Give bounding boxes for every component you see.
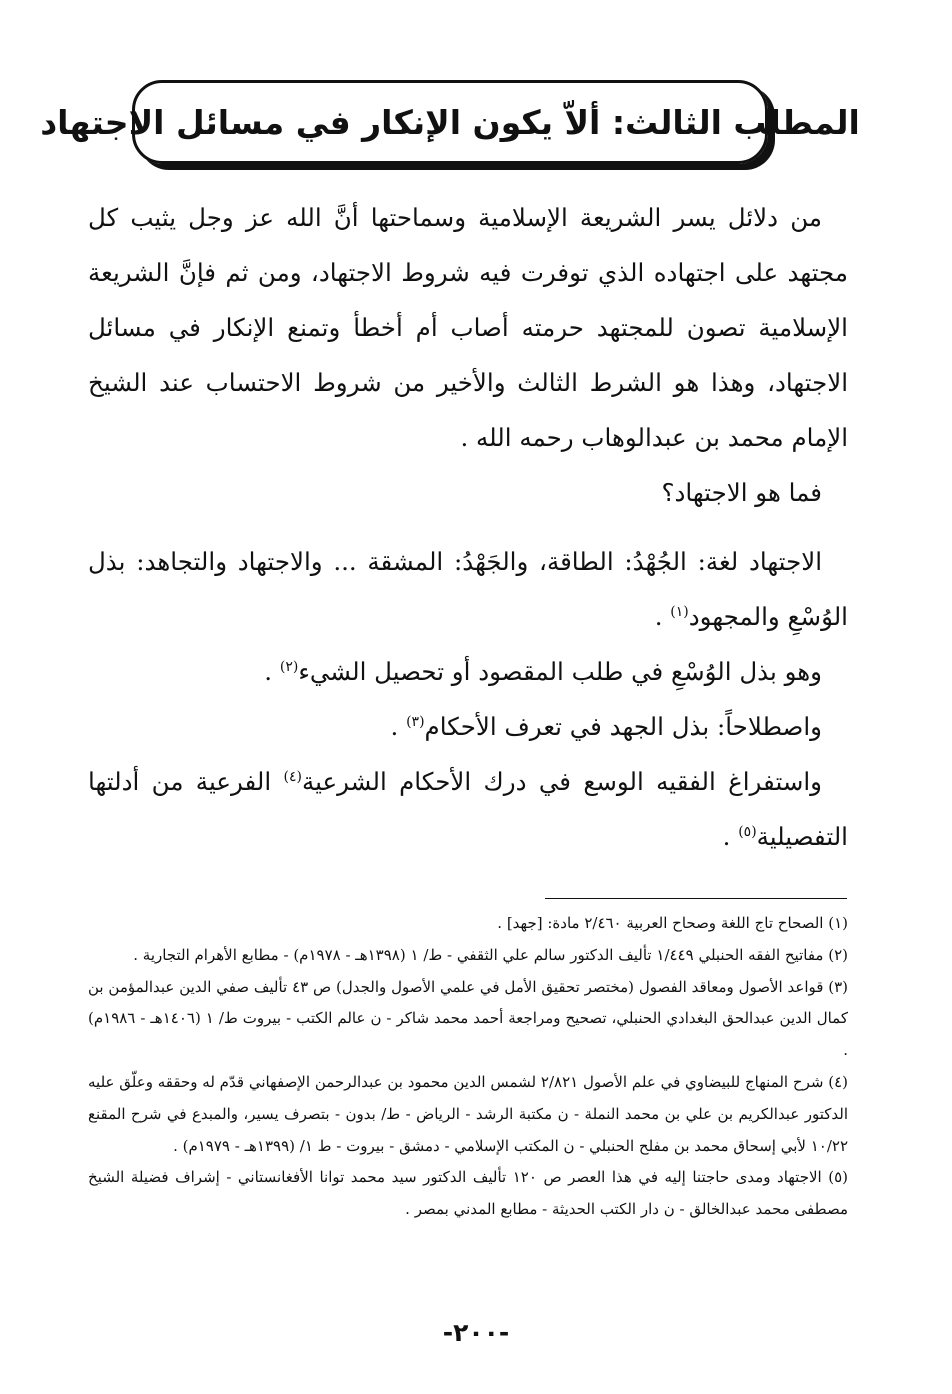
definition-technical-text: واصطلاحاً: بذل الجهد في تعرف الأحكام — [424, 712, 822, 741]
definition-linguistic-end: . — [654, 602, 671, 631]
footnote-3: (٣) قواعد الأصول ومعاقد الفصول (مختصر تحقيق الأمل في علمي الأصول والجدل) ص ٤٣ تأليف صفي الدين عبدالمؤمن بن كمال الدين عبدالحق البغدادي الحنبلي، تصحيح ومراجعة أحمد محمد شاكر - ن عالم الكتب - بيروت ط/ ١ (١٤٠٦هـ - ١٩٨٦م) . — [88, 977, 849, 1060]
footnote-ref-1: (١) — [670, 603, 689, 620]
section-title-frame — [40, 80, 860, 164]
intro-paragraph: من دلائل يسر الشريعة الإسلامية وسماحتها أنَّ الله عز وجل يثيب كل مجتهد على اجتهاده الذي توفرت فيه شروط الاجتهاد، ومن ثم فإنَّ الشريعة الإسلامية تصون للمجتهد حرمته أصاب أم أخطأ وتمنع الإنكار في مسائل الاجتهاد، وهذا هو الشرط الثالث والأخير من شروط الاحتساب عند الشيخ الإمام محمد بن عبدالوهاب رحمه الله . — [88, 203, 848, 452]
page-number: -٢٠٠- — [442, 1318, 510, 1347]
definition-jurist-text-b: الفرعية من أدلتها التفصيلية — [88, 767, 848, 851]
definition-jurist-end: . — [722, 822, 739, 851]
definition-jurist-text-a: واستفراغ الفقيه الوسع في درك الأحكام الشرعية — [301, 767, 822, 796]
definition-technical — [88, 699, 848, 754]
footnote-ref-2: (٢) — [279, 658, 299, 675]
footnote-ref-4: (٤) — [283, 768, 302, 785]
definition-linguistic — [88, 534, 848, 644]
footnote-divider — [545, 898, 847, 899]
footnote-2: (٢) مفاتيح الفقه الحنبلي ١/٤٤٩ تأليف الدكتور سالم علي الثقفي - ط/ ١ (١٣٩٨هـ - ١٩٧٨م) - مطابع الأهرام التجارية . — [133, 945, 848, 964]
definition-linguistic-text: الاجتهاد لغة: الجُهْدُ: الطاقة، والجَهْدُ: المشقة ... والاجتهاد والتجاهد: بذل الوُسْعِ والمجهود — [88, 547, 848, 631]
footnote-4: (٤) شرح المنهاج للبيضاوي في علم الأصول ٢/٨٢١ لشمس الدين محمود بن عبدالرحمن الإصفهاني قدّم له وحققه وعلّق عليه الدكتور عبدالكريم بن علي بن محمد النملة - ن مكتبة الرشد - الرياض - ط/ بدون - بتصرف يسير، والمبدع في شرح المقنع ١٠/٢٢ لأبي إسحاق محمد بن مفلح الحنبلي - ن المكتب الإسلامي - دمشق - بيروت - ط ١/ (١٣٩٩هـ - ١٩٧٩م) . — [88, 1072, 848, 1155]
footnote-ref-5: (٥) — [738, 823, 757, 840]
definition-meaning — [88, 644, 848, 699]
definition-meaning-end: . — [264, 657, 280, 686]
footnote-1: (١) الصحاح تاج اللغة وصحاح العربية ٢/٤٦٠ مادة: [جهد] . — [497, 914, 848, 932]
section-title: المطلب الثالث: ألاّ يكون الإنكار في مسائل الاجتهاد — [40, 102, 860, 142]
footnotes — [88, 908, 848, 1226]
definition-jurist — [88, 754, 848, 864]
footnote-5: (٥) الاجتهاد ومدى حاجتنا إليه في هذا العصر ص ١٢٠ تأليف الدكتور سيد محمد توانا الأفغانستاني - إشراف فضيلة الشيخ مصطفى محمد عبدالخالق - ن دار الكتب الحديثة - مطابع المدني بمصر . — [88, 1168, 848, 1219]
question-line: فما هو الاجتهاد؟ — [661, 478, 822, 507]
footnote-ref-3: (٣) — [406, 713, 425, 730]
definition-meaning-text: وهو بذل الوُسْعِ في طلب المقصود أو تحصيل الشيء — [298, 657, 822, 686]
definition-technical-end: . — [390, 712, 407, 741]
main-text — [88, 190, 848, 864]
